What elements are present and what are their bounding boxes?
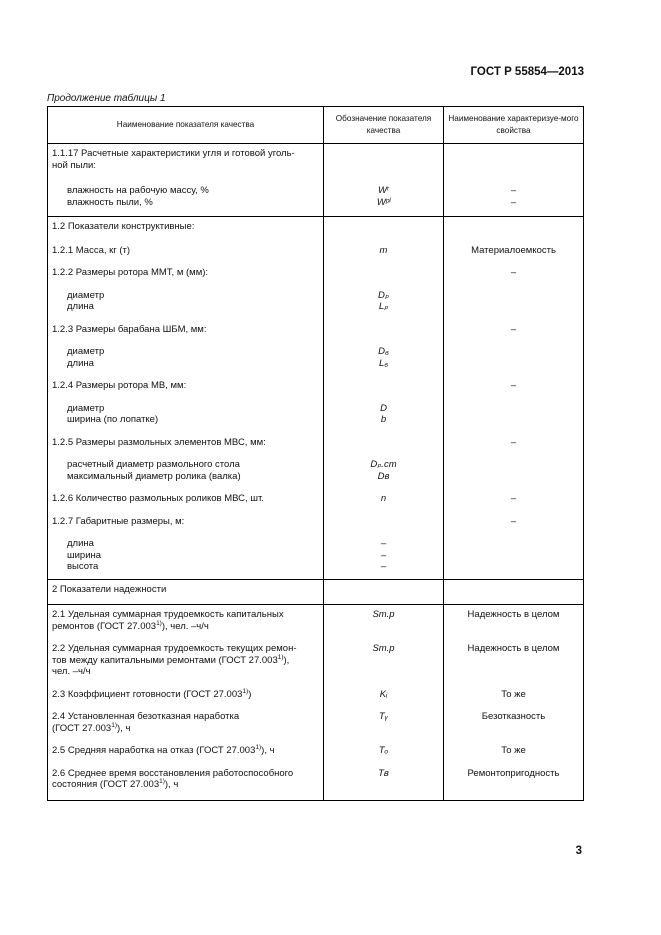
indicator-symbol-cell [324, 144, 444, 186]
footnote-marker: 1) [111, 721, 117, 729]
indicator-symbol-cell [324, 403, 444, 437]
indicator-symbol-cell [324, 245, 444, 268]
cell-line: Tв [378, 767, 389, 779]
indicator-name-cell [48, 768, 324, 801]
cell-line: 2 Показатели надежности [52, 583, 167, 595]
cell-line: Ремонтопригодность [467, 767, 560, 779]
indicator-symbol-cell [324, 290, 444, 324]
cell-line: расчетный диаметр размольного стола [67, 459, 240, 470]
cell-line [328, 221, 439, 233]
cell-line: – [510, 323, 517, 335]
table-caption: Продолжение таблицы 1 [47, 93, 166, 104]
cell-line: Dв [377, 470, 390, 482]
indicator-name-cell [48, 267, 324, 290]
table-row [48, 380, 584, 403]
indicator-name-cell [48, 516, 324, 539]
indicator-symbol-cell [324, 768, 444, 801]
property-cell [444, 245, 584, 268]
indicator-name-cell [48, 711, 324, 745]
property-cell [444, 267, 584, 290]
cell-line: Dₚ.ст [370, 459, 397, 470]
header-indicator-symbol: Обозначение показателя качества [324, 107, 444, 144]
cell-line: максимальный диаметр ролика (валка) [67, 470, 241, 482]
cell-line: D₆ [378, 346, 389, 357]
footnote-marker: 1) [242, 687, 249, 695]
indicator-name-cell [48, 493, 324, 516]
cell-line: высота [67, 561, 99, 572]
footnote-marker: 1) [255, 744, 262, 751]
indicator-name-cell [48, 245, 324, 268]
table-row [48, 711, 584, 745]
table-row [48, 437, 584, 460]
table-row [48, 538, 584, 579]
indicator-name-cell [48, 324, 324, 347]
cell-line: состояния (ГОСТ 27.003$^{1)}$), ч [52, 778, 179, 790]
property-cell [444, 459, 584, 493]
cell-line: (ГОСТ 27.003$^{1)}$), ч [52, 721, 131, 734]
indicator-name-cell [48, 579, 324, 605]
header-characterized-property: Наименование характеризуе-мого свойства [444, 107, 584, 144]
cell-line: 2.5 Средняя наработка на отказ (ГОСТ 27.003$^{1)}$), ч [52, 744, 275, 756]
cell-line: ширина [67, 549, 102, 561]
table-row [48, 643, 584, 689]
indicator-name-cell [48, 380, 324, 403]
cell-line: 1.2 Показатели конструктивные: [52, 221, 195, 232]
property-cell [444, 538, 584, 579]
table-row [48, 493, 584, 516]
cell-line: – [510, 493, 517, 504]
table-row [48, 245, 584, 268]
table-header-row [48, 107, 584, 144]
table-row [48, 346, 584, 380]
property-cell [444, 403, 584, 437]
table-row [48, 290, 584, 324]
cell-line: То же [501, 688, 526, 700]
cell-line: 2.2 Удельная суммарная трудоемкость текущих ремон- [52, 643, 297, 654]
cell-line: ремонтов (ГОСТ 27.003$^{1)}$), чел. –ч/ч [52, 619, 209, 632]
table-row [48, 459, 584, 493]
cell-line [448, 221, 579, 233]
cell-line: Kᵢ [379, 688, 388, 700]
cell-line [328, 324, 439, 336]
cell-line: 1.2.4 Размеры ротора МВ, мм: [52, 380, 187, 391]
cell-line: Wᵖˡ [376, 196, 391, 208]
indicator-name-cell [48, 689, 324, 712]
indicator-name-cell [48, 538, 324, 579]
cell-line: Sт.р [372, 609, 395, 620]
document-standard-number: ГОСТ Р 55854—2013 [470, 66, 584, 78]
indicator-symbol-cell [324, 579, 444, 605]
property-cell [444, 579, 584, 605]
cell-line: ширина (по лопатке) [67, 414, 159, 425]
table-row [48, 217, 584, 245]
cell-line: 1.2.6 Количество размольных роликов МВС, шт. [52, 493, 264, 504]
cell-line: 2.3 Коэффициент готовности (ГОСТ 27.003$^{1)}$) [52, 687, 252, 700]
cell-line: То же [501, 745, 526, 756]
indicator-name-cell [48, 643, 324, 689]
indicator-symbol-cell [324, 380, 444, 403]
table-row [48, 579, 584, 605]
cell-line: m [379, 244, 388, 256]
table-row [48, 516, 584, 539]
indicator-name-cell [48, 346, 324, 380]
cell-line: Надежность в целом [467, 643, 560, 654]
property-cell [444, 185, 584, 217]
cell-line: Материалоемкость [471, 244, 556, 256]
cell-line: диаметр [67, 289, 105, 301]
property-cell [444, 380, 584, 403]
property-cell [444, 144, 584, 186]
cell-line: 2.1 Удельная суммарная трудоемкость капитальных [52, 609, 284, 620]
indicator-symbol-cell [324, 538, 444, 579]
indicator-name-cell [48, 605, 324, 644]
cell-line [328, 148, 439, 160]
cell-line: n [380, 493, 387, 504]
cell-line: Tₒ [378, 745, 389, 756]
footnote-marker: 1) [277, 653, 284, 661]
property-cell [444, 324, 584, 347]
cell-line [448, 584, 579, 596]
cell-line: Надежность в целом [467, 609, 560, 620]
property-cell [444, 346, 584, 380]
property-cell [444, 711, 584, 745]
cell-line: влажность пыли, % [67, 196, 153, 208]
cell-line: Безотказность [481, 711, 546, 722]
table-row [48, 745, 584, 768]
cell-line: 2.6 Среднее время восстановления работоспособного [52, 767, 294, 779]
cell-line [448, 459, 579, 471]
table-row [48, 185, 584, 217]
cell-line: длина [67, 538, 94, 549]
cell-line: – [510, 380, 517, 391]
property-cell [444, 768, 584, 801]
cell-line: Wʳ [377, 185, 390, 196]
table-row [48, 324, 584, 347]
footnote-marker: 1) [159, 778, 165, 785]
indicator-name-cell [48, 144, 324, 186]
indicator-symbol-cell [324, 324, 444, 347]
indicator-name-cell [48, 459, 324, 493]
indicator-name-cell [48, 745, 324, 768]
cell-line: влажность на рабочую массу, % [67, 185, 209, 196]
cell-line [328, 267, 439, 279]
cell-line: Dₚ [378, 289, 389, 301]
cell-line [448, 148, 579, 160]
cell-line: 1.2.7 Габаритные размеры, м: [52, 515, 185, 527]
cell-line [328, 380, 439, 392]
cell-line: диаметр [67, 402, 105, 414]
property-cell [444, 689, 584, 712]
property-cell [444, 745, 584, 768]
cell-line: – [510, 196, 517, 208]
header-indicator-name: Наименование показателя качества [48, 107, 324, 144]
indicator-name-cell [48, 217, 324, 245]
property-cell [444, 493, 584, 516]
cell-line: b [380, 414, 387, 425]
indicator-name-cell [48, 185, 324, 217]
indicator-symbol-cell [324, 185, 444, 217]
cell-line [448, 538, 579, 550]
property-cell [444, 643, 584, 689]
cell-line: – [510, 515, 517, 527]
table-row [48, 605, 584, 644]
cell-line [448, 290, 579, 302]
indicator-symbol-cell [324, 745, 444, 768]
cell-line [448, 346, 579, 358]
cell-line [328, 437, 439, 449]
indicator-symbol-cell [324, 346, 444, 380]
cell-line [328, 584, 439, 596]
table-row [48, 267, 584, 290]
cell-line: – [380, 538, 387, 549]
cell-line: 1.2.5 Размеры размольных элементов МВС, мм: [52, 436, 266, 448]
cell-line: 1.2.1 Масса, кг (т) [52, 244, 131, 256]
table-row [48, 144, 584, 186]
property-cell [444, 437, 584, 460]
quality-indicators-table [47, 106, 584, 801]
property-cell [444, 516, 584, 539]
cell-line: длина [67, 301, 94, 312]
indicator-symbol-cell [324, 493, 444, 516]
cell-line: ной пыли: [52, 159, 96, 171]
indicator-symbol-cell [324, 643, 444, 689]
cell-line: Sт.р [372, 643, 395, 654]
cell-line: тов между капитальными ремонтами (ГОСТ 27.003$^{1)}$), [52, 653, 290, 666]
cell-line: 2.4 Установленная безотказная наработка [52, 711, 240, 722]
indicator-symbol-cell [324, 217, 444, 245]
property-cell [444, 217, 584, 245]
cell-line: – [380, 561, 387, 572]
cell-line: Tᵧ [378, 711, 389, 722]
cell-line [448, 403, 579, 415]
indicator-symbol-cell [324, 689, 444, 712]
indicator-name-cell [48, 437, 324, 460]
table-row [48, 403, 584, 437]
cell-line: – [510, 436, 517, 448]
indicator-symbol-cell [324, 437, 444, 460]
cell-line [328, 516, 439, 528]
indicator-name-cell [48, 290, 324, 324]
cell-line: 1.1.17 Расчетные характеристики угля и готовой уголь- [52, 148, 295, 159]
footnote-marker: 1) [156, 619, 162, 627]
page-number: 3 [575, 845, 582, 857]
table-row [48, 689, 584, 712]
indicator-symbol-cell [324, 711, 444, 745]
cell-line: чел. –ч/ч [52, 666, 91, 677]
indicator-name-cell [48, 403, 324, 437]
cell-line: D [380, 402, 387, 414]
cell-line: – [510, 185, 517, 196]
cell-line: – [380, 549, 387, 561]
indicator-symbol-cell [324, 267, 444, 290]
cell-line: – [510, 267, 517, 278]
cell-line: 1.2.3 Размеры барабана ШБМ, мм: [52, 323, 207, 335]
property-cell [444, 605, 584, 644]
property-cell [444, 290, 584, 324]
indicator-symbol-cell [324, 516, 444, 539]
indicator-symbol-cell [324, 605, 444, 644]
cell-line: длина [67, 357, 94, 369]
cell-line: диаметр [67, 346, 105, 357]
cell-line: Lₚ [378, 301, 389, 312]
cell-line: L₆ [378, 357, 389, 369]
indicator-symbol-cell [324, 459, 444, 493]
cell-line: 1.2.2 Размеры ротора ММТ, м (мм): [52, 267, 209, 278]
table-row [48, 768, 584, 801]
